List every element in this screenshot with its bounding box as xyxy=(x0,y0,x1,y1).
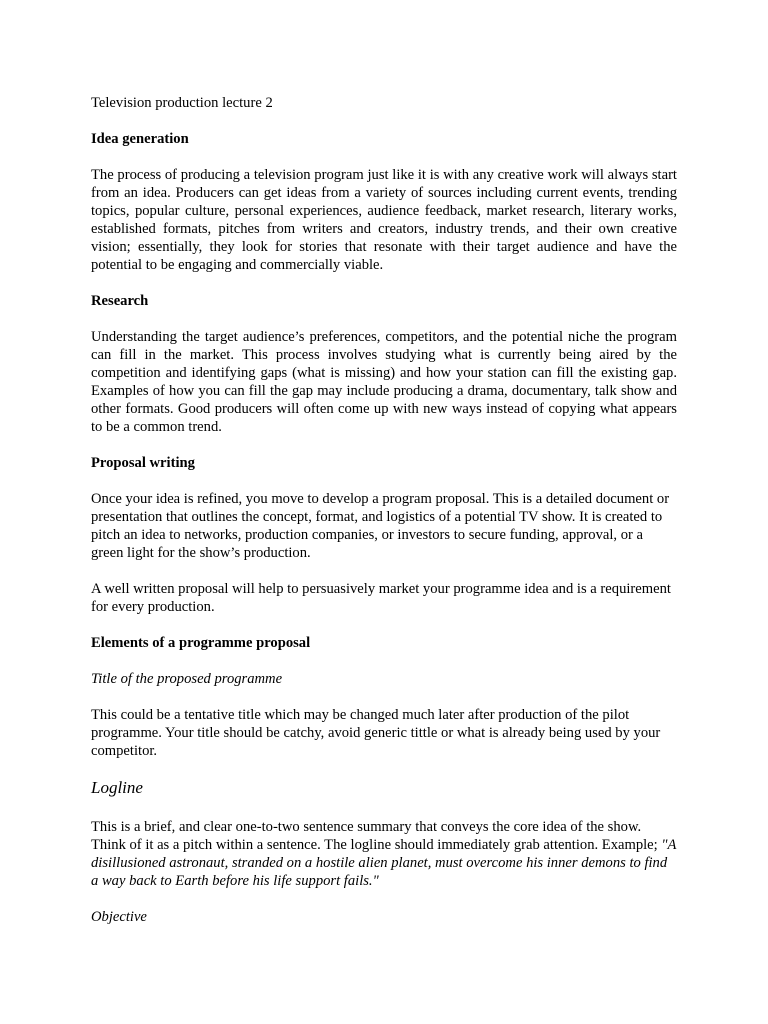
subheading-logline: Logline xyxy=(91,778,143,797)
paragraph-research: Understanding the target audience’s preferences, competitors, and the potential niche the program can fill in the market. This process involves studying what is currently being aired by the competition and identifying gaps (what is missing) and how your station can fill the existing gap. Examples of how you can fill the gap may include producing a drama, documentary, talk show and other formats. Good producers will often come up with new ways instead of copying what appears to be a common trend. xyxy=(91,329,677,435)
heading-proposal-writing: Proposal writing xyxy=(91,455,195,471)
heading-elements-of-proposal: Elements of a programme proposal xyxy=(91,635,311,651)
subheading-title-of-programme: Title of the proposed programme xyxy=(91,671,283,687)
document-page xyxy=(91,94,677,926)
paragraph-proposal-writing-1: Once your idea is refined, you move to develop a program proposal. This is a detailed document or presentation that outlines the concept, format, and logistics of a potential TV show. It is created to pitch an idea to networks, production companies, or investors to secure funding, approval, or a green light for the show’s production. xyxy=(91,491,670,561)
paragraph-idea-generation: The process of producing a television program just like it is with any creative work will always start from an idea. Producers can get ideas from a variety of sources including current events, trending topics, popular culture, personal experiences, audience feedback, market research, literary works, established formats, pitches from writers and creators, industry trends, and their own creative vision; essentially, they look for stories that resonate with their target audience and have the potential to be engaging and commercially viable. xyxy=(91,167,677,273)
heading-research: Research xyxy=(91,293,149,309)
paragraph-logline xyxy=(91,818,677,890)
subheading-objective: Objective xyxy=(91,909,147,925)
logline-description: This is a brief, and clear one-to-two sentence summary that conveys the core idea of the show. Think of it as a pitch within a sentence. The logline should immediately grab attention. Example; xyxy=(91,819,658,853)
paragraph-proposal-writing-2: A well written proposal will help to persuasively market your programme idea and is a requirement for every production. xyxy=(91,581,671,615)
logline-example: "A disillusioned astronaut, stranded on a hostile alien planet, must overcome his inner demons to find a way back to Earth before his life support fails." xyxy=(91,837,677,889)
paragraph-title-of-programme: This could be a tentative title which may be changed much later after production of the pilot programme. Your title should be catchy, avoid generic tittle or what is already being used by your competitor. xyxy=(91,707,661,759)
heading-idea-generation: Idea generation xyxy=(91,131,189,147)
document-title: Television production lecture 2 xyxy=(91,95,273,111)
